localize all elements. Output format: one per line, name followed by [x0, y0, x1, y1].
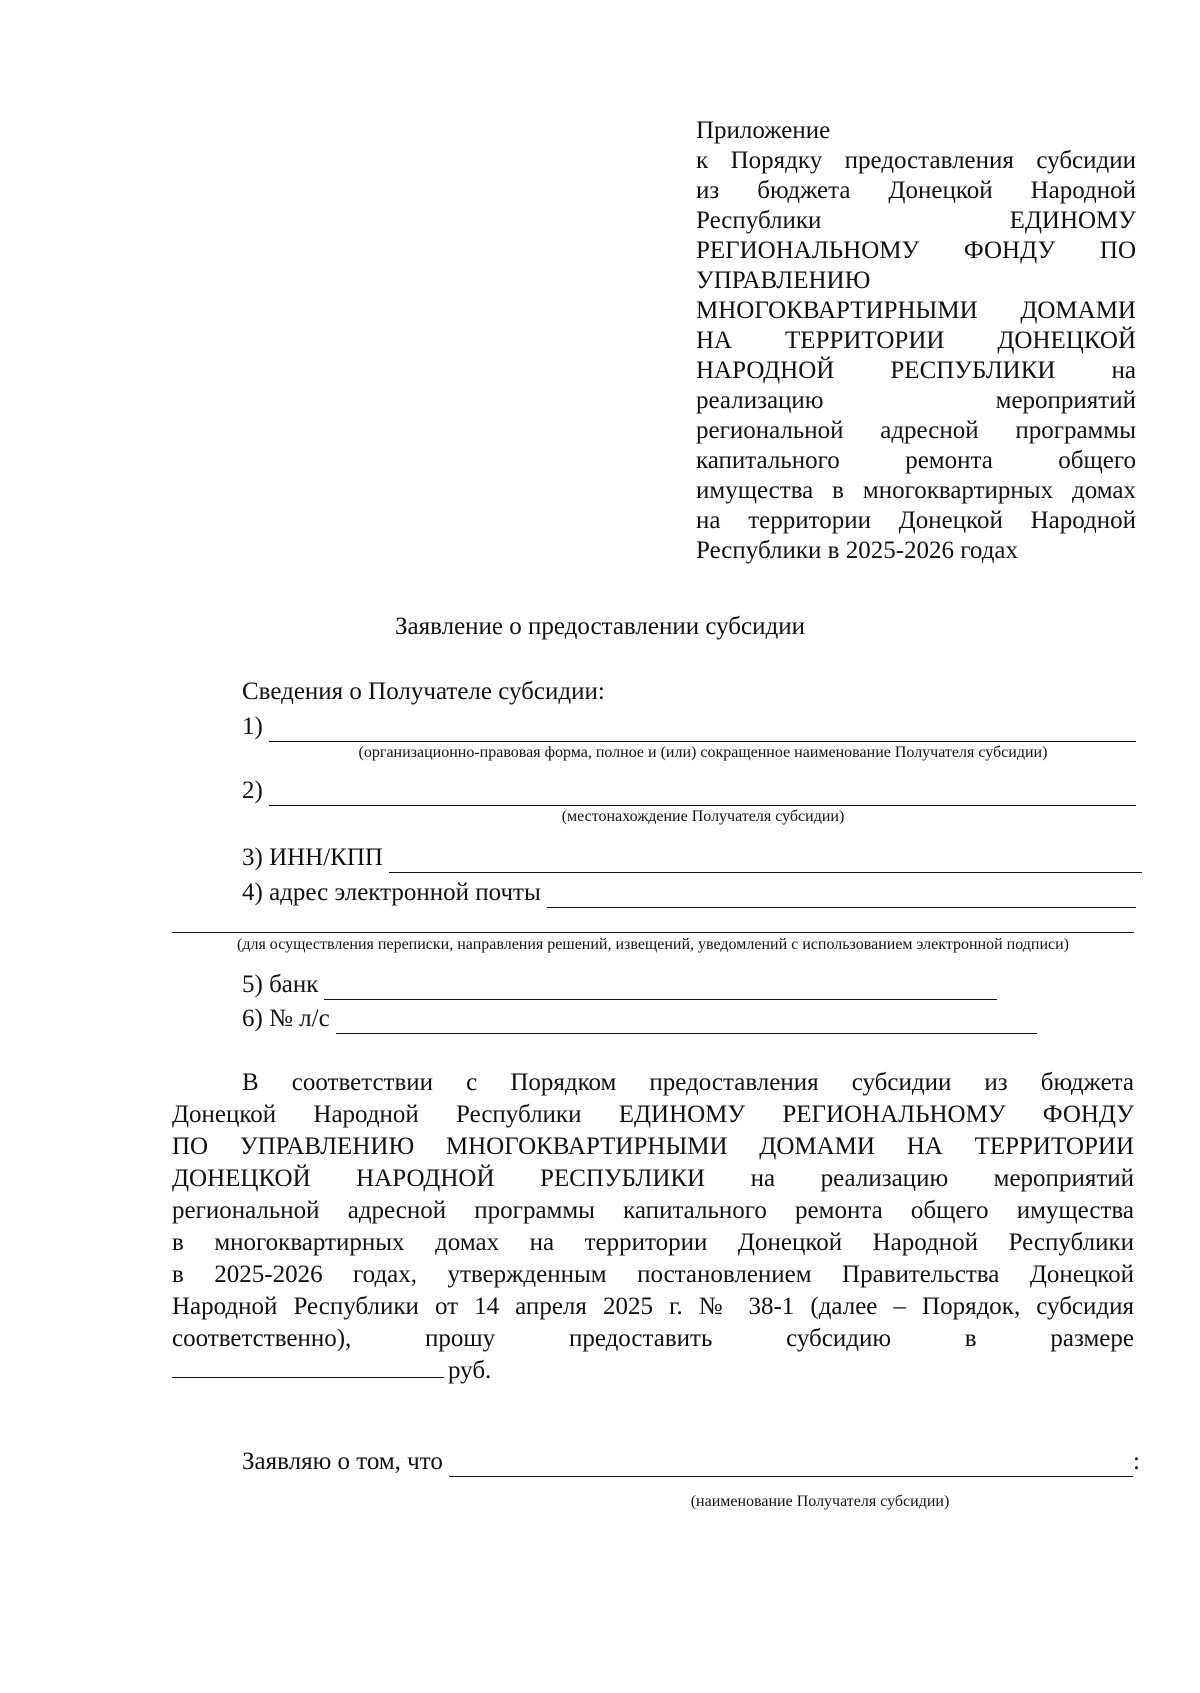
field-label: 2) [242, 777, 263, 804]
field-label: 1) [242, 713, 263, 740]
appendix-line: УПРАВЛЕНИЮ [696, 267, 871, 294]
paragraph-line: в многоквартирных домах на территории Донецкой Народной Республики [172, 1229, 1134, 1256]
appendix-line: на территории Донецкой Народной [696, 507, 1136, 534]
appendix-line: НА ТЕРРИТОРИИ ДОНЕЦКОЙ [696, 327, 1136, 354]
declaration-row [242, 1447, 1140, 1477]
paragraph-line: В соответствии с Порядком предоставления субсидии из бюджета [242, 1069, 1134, 1096]
paragraph-line: ДОНЕЦКОЙ НАРОДНОЙ РЕСПУБЛИКИ на реализацию мероприятий [172, 1165, 1134, 1192]
declaration-label: Заявляю о том, что [242, 1448, 443, 1475]
paragraph-line: соответственно), прошу предоставить субсидию в размере [172, 1325, 1134, 1352]
appendix-line: региональной адресной программы [696, 417, 1136, 444]
appendix-line: Республики ЕДИНОМУ [696, 207, 1136, 234]
field-row-email [242, 878, 1136, 908]
recipient-location-field[interactable] [269, 783, 1136, 806]
declaration-recipient-field[interactable] [449, 1454, 1133, 1477]
appendix-block [696, 116, 1136, 566]
email-field[interactable] [547, 885, 1136, 908]
field-row-name [242, 712, 1136, 742]
recipient-info-heading: Сведения о Получателе субсидии: [242, 678, 605, 705]
appendix-line: НАРОДНОЙ РЕСПУБЛИКИ на [696, 357, 1136, 384]
recipient-name-field[interactable] [269, 719, 1136, 742]
field-label: 3) ИНН/КПП [242, 844, 383, 871]
field-caption: (местонахождение Получателя субсидии) [561, 808, 845, 825]
appendix-line: Республики в 2025-2026 годах [696, 537, 1019, 564]
appendix-line: Приложение [696, 117, 831, 144]
request-paragraph [172, 1067, 1134, 1387]
document-title: Заявление о предоставлении субсидии [395, 613, 805, 640]
appendix-line: из бюджета Донецкой Народной [696, 177, 1136, 204]
declaration-colon: : [1133, 1448, 1140, 1475]
subsidy-amount-field[interactable] [172, 1355, 444, 1378]
paragraph-line: Народной Республики от 14 апреля 2025 г. № 38-1 (далее – Порядок, субсидия [172, 1293, 1134, 1320]
field-label: 4) адрес электронной почты [242, 879, 541, 906]
field-caption: (наименование Получателя субсидии) [690, 1493, 950, 1510]
appendix-line: к Порядку предоставления субсидии [696, 147, 1136, 174]
field-row-location [242, 776, 1136, 806]
field-label: 6) № л/с [242, 1005, 330, 1032]
paragraph-line: в 2025-2026 годах, утвержденным постановлением Правительства Донецкой [172, 1261, 1134, 1288]
account-field[interactable] [336, 1011, 1037, 1034]
appendix-line: РЕГИОНАЛЬНОМУ ФОНДУ ПО [696, 237, 1136, 264]
field-row-inn [242, 843, 1142, 873]
appendix-line: МНОГОКВАРТИРНЫМИ ДОМАМИ [696, 297, 1136, 324]
paragraph-line: Донецкой Народной Республики ЕДИНОМУ РЕГИОНАЛЬНОМУ ФОНДУ [172, 1101, 1134, 1128]
bank-field[interactable] [324, 977, 997, 1000]
field-caption: (для осуществления переписки, направления решений, извещений, уведомлений с использованием электронной подписи) [236, 936, 1070, 953]
paragraph-line: региональной адресной программы капитального ремонта общего имущества [172, 1197, 1134, 1224]
appendix-line: капитального ремонта общего [696, 447, 1136, 474]
appendix-line: реализацию мероприятий [696, 387, 1136, 414]
currency-label: руб. [448, 1357, 492, 1384]
paragraph-line-amount [172, 1355, 1134, 1387]
appendix-line: имущества в многоквартирных домах [696, 477, 1136, 504]
inn-kpp-field[interactable] [389, 850, 1142, 873]
email-continuation-line[interactable] [172, 932, 1134, 933]
field-row-bank [242, 970, 997, 1000]
field-label: 5) банк [242, 971, 319, 998]
paragraph-line: ПО УПРАВЛЕНИЮ МНОГОКВАРТИРНЫМИ ДОМАМИ НА ТЕРРИТОРИИ [172, 1133, 1134, 1160]
field-caption: (организационно-правовая форма, полное и (или) сокращенное наименование Получателя субсидии) [358, 744, 1048, 761]
field-row-account [242, 1004, 1037, 1034]
